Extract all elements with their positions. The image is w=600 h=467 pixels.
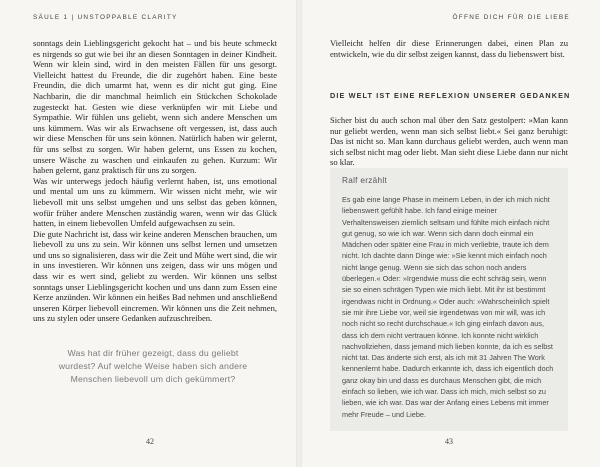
intro-paragraph	[330, 38, 568, 59]
testimonial-box	[330, 168, 568, 431]
paragraph: Was wir unterwegs jedoch häufig verlernt haben, ist, uns emotional und mental um uns zu kümmern. Wir wissen nicht mehr, wie wir liebevoll mit uns selbst umgehen und uns selbst das geben können, wofür früher andere Menschen zuständig waren, wenn wir das Glück hatten, in einem liebevollen Umfeld aufgewachsen zu sein.	[33, 175, 277, 229]
left-page	[0, 0, 298, 467]
section-body-text	[330, 115, 568, 168]
page-number-right: 43	[445, 437, 453, 446]
paragraph: Sicher bist du auch schon mal über den Satz gestolpert: »Man kann nur geliebt werden, wenn man sich selbst liebt.« Sei ganz beruhigt: Das ist nicht so. Man kann durchaus geliebt werden, auch wenn man sich selbst nicht mag oder liebt. Man sieht diese Liebe dann nur nicht so klar.	[330, 115, 568, 168]
page-number-left: 42	[146, 437, 154, 446]
testimonial-text: Es gab eine lange Phase in meinem Leben, in der ich mich nicht liebenswert gefühlt habe. Ich fand einige meiner Verhaltensweisen ziemlich seltsam und fühlte mich einfach nicht gut genug, so wie ich war. Wenn sich dann doch einmal ein Mädchen oder später eine Frau in mich verliebte, traute ich dem nicht. Ich dachte dann Dinge wie: »Sie kennt mich einfach noch nicht lange genug. Wenn sie sich das schon noch anders überlegen.« Oder: »Irgendwie muss die echt schräg sein, wenn sie so einen schrägen Typen wie mich liebt. Mit ihr ist bestimmt irgendwas nicht in Ordnung.« Oder auch: »Wahrscheinlich spielt sie mir ihre Liebe vor, weil sie irgendetwas von mir will, was ich noch nicht so recht durchschaue.« Ich ging einfach davon aus, dass ich dem nicht vertrauen könne. Ich konnte nicht wirklich nachvollziehen, dass jemand mich lieben konnte, da ich es selbst nicht tat. Das änderte sich erst, als ich mit 31 Jahren The Work kennenlernt habe. Dadurch erkannte ich, dass ich eigentlich doch ganz okay bin und dass es durchaus Menschen gibt, die mich einfach so lieben, wie ich war. Dass ich mich, mich selbst so zu lieben, wie ich war. Das war der Anfang eines Lebens mit immer mehr Freude – und Liebe.	[342, 195, 554, 419]
paragraph: Die gute Nachricht ist, dass wir keine anderen Menschen brauchen, um liebevoll zu uns zu sein. Wir können uns selbst lernen und umsetzen und uns so signalisieren, dass wir die Zeit und Mühe wert sind, die wir in uns investieren. Wir können uns zeigen, dass wir uns mögen und dass wir es wert sind, geliebt zu werden. Wir können uns selbst sonntags unser Lieblingsgericht kochen und uns dann zum Essen eine Kerze anzünden. Wir können ein heißes Bad nehmen und anschließend unseren Körper liebevoll eincremen. Wir können uns die Zeit nehmen, uns zu stylen oder unsere Gedanken aufzuschreiben.	[33, 228, 277, 324]
paragraph: Vielleicht helfen dir diese Erinnerungen dabei, einen Plan zu entwickeln, wie du dir selbst zeigen kannst, dass du liebenswert bist.	[330, 38, 568, 59]
running-header-right: ÖFFNE DICH FÜR DIE LIEBE	[452, 14, 570, 21]
reflection-question: Was hat dir früher gezeigt, dass du geliebt wurdest? Auf welche Weise haben sich andere Menschen liebevoll um dich gekümmert?	[58, 348, 248, 385]
running-header-left: SÄULE 1 | UNSTOPPABLE CLARITY	[33, 14, 178, 21]
testimonial-title: Ralf erzählt	[342, 176, 388, 185]
right-page	[300, 0, 600, 467]
paragraph: sonntags dein Lieblingsgericht gekocht hat – und bis heute schmeckt es nirgends so gut wie bei ihr an diesen Sonntagen in deiner Kindheit. Wenn wir klein sind, wird in den meisten Fällen für uns gesorgt. Vielleicht hattest du Freunde, die dir zugehört haben. Eine beste Freundin, die dich umarmt hat, wenn es dir nicht gut ging. Eine Nachbarin, die dir manchmal heimlich ein Stückchen Schokolade zugesteckt hat. Gesten wie diese verknüpfen wir mit Liebe und Sympathie. Wir fühlen uns geliebt, wenn sich andere Menschen um uns kümmern. Was wir als Erwachsene oft vergessen, ist, dass auch wir diese Menschen für uns sein können. Natürlich haben wir gelernt, für uns selbst zu sorgen. Wir haben gelernt, uns Essen zu kochen, unsere Wäsche zu waschen und einkaufen zu gehen. Kurzum: Wir haben gelernt, ganz praktisch für uns zu sorgen.	[33, 38, 277, 176]
section-heading: DIE WELT IST EINE REFLEXION UNSERER GEDANKEN	[330, 91, 571, 100]
left-body-text	[33, 38, 277, 324]
